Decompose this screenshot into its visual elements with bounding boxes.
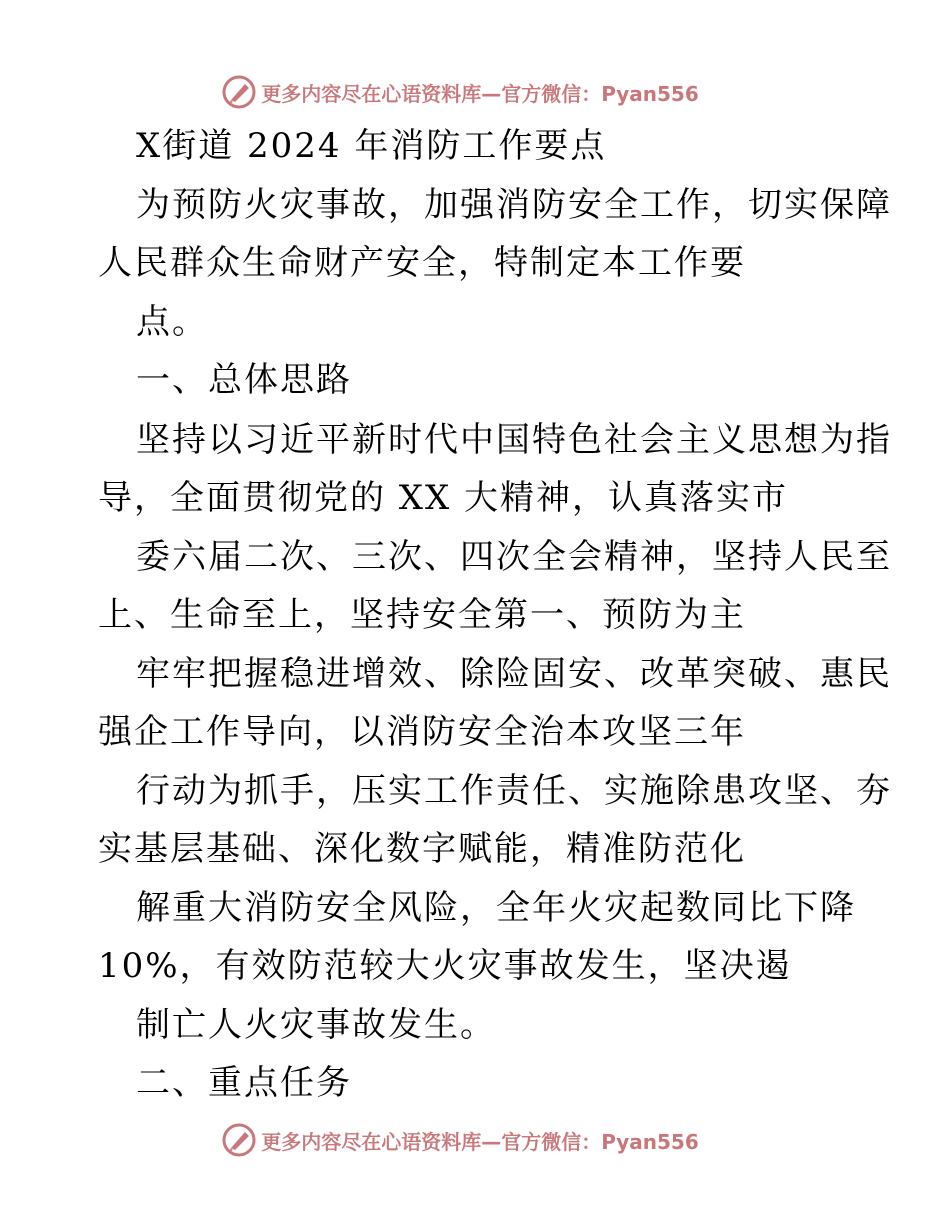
watermark-footer (0, 1120, 950, 1160)
watermark-text: 更多内容尽在心语资料库—官方微信：Pyan556 (261, 81, 699, 106)
paragraph-line: 导，全面贯彻党的 XX 大精神，认真落实市 (98, 478, 789, 518)
paragraph-line: 上、生命至上，坚持安全第一、预防为主 (98, 595, 746, 635)
document-title: X街道 2024 年消防工作要点 (136, 126, 607, 166)
paragraph-line: 人民群众生命财产安全，特制定本工作要 (98, 243, 746, 283)
paragraph-line: 10%，有效防范较大火灾事故发生，坚决遏 (98, 946, 792, 986)
paragraph-line: 牢牢把握稳进增效、除险固安、改革突破、惠民 (136, 654, 892, 694)
pen-logo-icon (221, 74, 257, 110)
paragraph-line: 强企工作导向，以消防安全治本攻坚三年 (98, 712, 746, 752)
paragraph-line: 实基层基础、深化数字赋能，精准防范化 (98, 829, 746, 869)
paragraph-line: 点。 (136, 302, 208, 342)
paragraph-line: 解重大消防安全风险，全年火灾起数同比下降 (136, 888, 856, 928)
paragraph-line: 制亡人火灾事故发生。 (136, 1005, 496, 1045)
watermark-header (0, 72, 950, 112)
paragraph-line: 委六届二次、三次、四次全会精神，坚持人民至 (136, 537, 892, 577)
section-heading: 一、总体思路 (136, 360, 352, 400)
paragraph-line: 行动为抓手，压实工作责任、实施除患攻坚、夯 (136, 771, 892, 811)
pen-logo-icon (221, 1122, 257, 1158)
paragraph-line: 坚持以习近平新时代中国特色社会主义思想为指 (136, 420, 892, 460)
watermark-text: 更多内容尽在心语资料库—官方微信：Pyan556 (261, 1129, 699, 1154)
section-heading: 二、重点任务 (136, 1063, 352, 1103)
paragraph-line: 为预防火灾事故，加强消防安全工作，切实保障 (136, 185, 892, 225)
